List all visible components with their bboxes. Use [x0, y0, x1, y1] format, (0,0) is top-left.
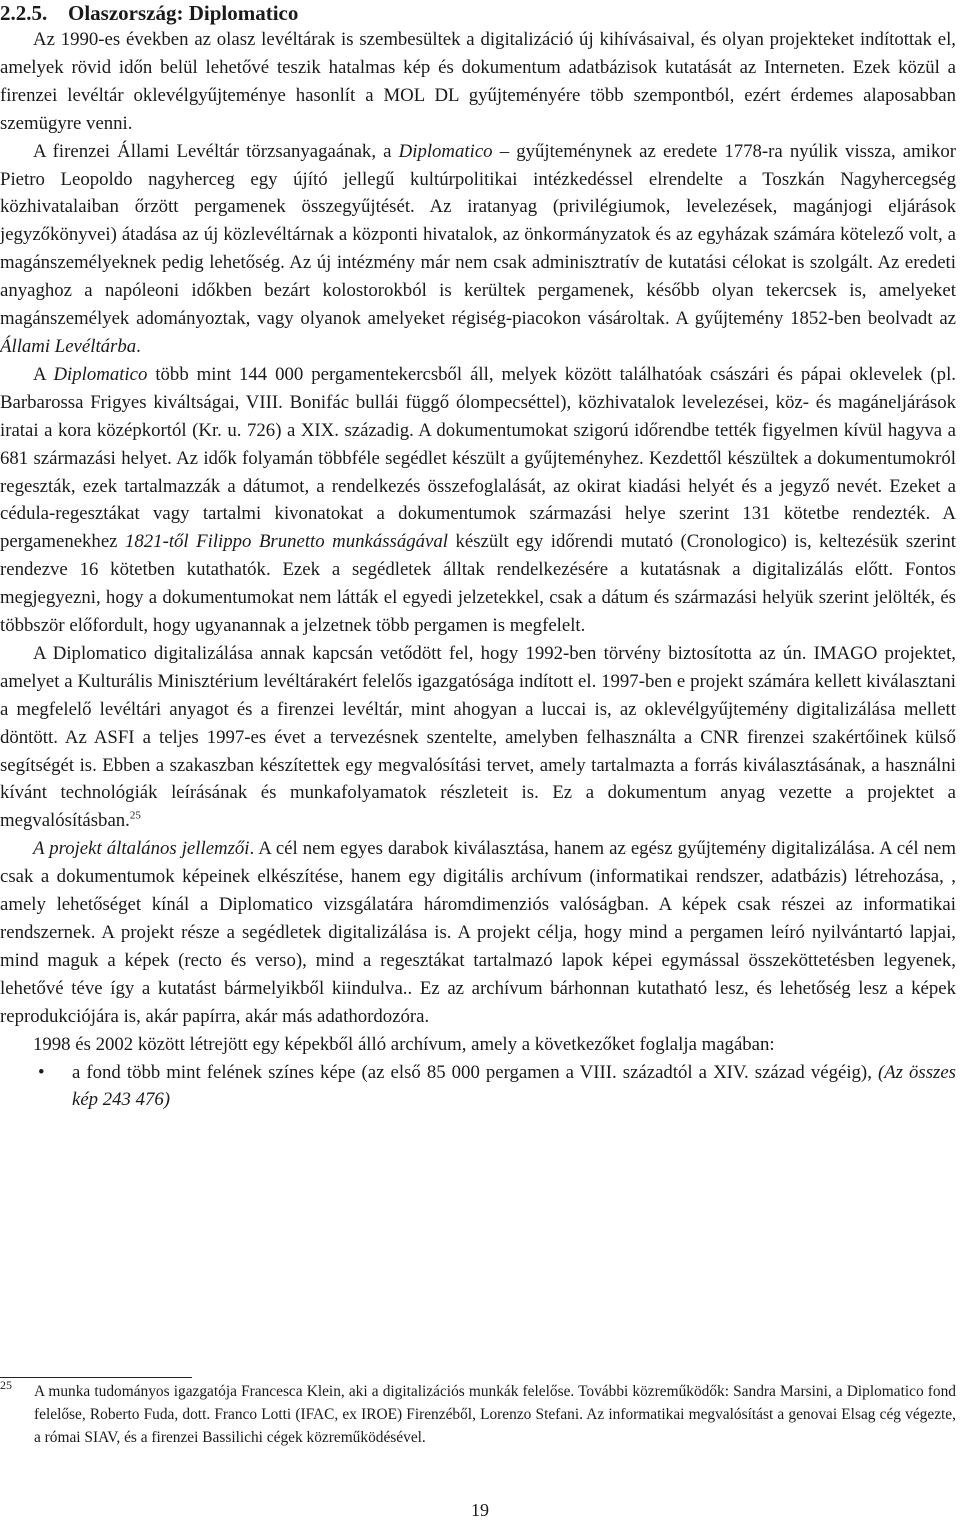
text-run: – gyűjteménynek az eredete 1778-ra nyúlik vissza, amikor Pietro Leopoldo nagyherceg egy újító jellegű kultúrpolitikai intézkedéssel elrendelte a Toszkán Nagyhercegség közhivatalaiban őrzött pergamenek összegyűjtését. Az iratanyag (privilégiumok, levelezések, magánjogi eljárások jegyzőkönyvei) átadása az új közlevéltárnak a központi hivatalok, az önkormányzatok és az egyházak számára kötelező volt, a magánszemélyeknek pedig lehetőség. Az új intézmény már nem csak adminisztratív de kutatási célokat is szolgált. Az eredeti anyaghoz a napóleoni időkben bezárt kolostorokból is kerültek pergamenek, később olyan tekercsek is, amelyeket magánszemélyek adományoztak, vagy olyanok amelyeket régiség-piacokon vásároltak. A gyűjtemény 1852-ben beolvadt az — [0, 140, 956, 330]
text-run: készült egy időrendi mutató (Cronologico) is, keltezésük szerint rendezve 16 kötetben kutathatók. Ezek a segédletek álltak rendelkezésére a kutatásnak a digitalizálás előtt. Fontos megjegyezni, hogy a dokumentumokat nem látták el egyedi jelzetekkel, csak a dátum és származási helyük szerint jelölték, és többször előfordult, hogy ugyanannak a jelzetnek több pergamen is megfelelt. — [0, 531, 956, 637]
paragraph-history — [0, 138, 956, 361]
italic-run: Diplomatico — [398, 140, 493, 162]
section-title: Olaszország: Diplomatico — [68, 1, 299, 25]
italic-run: 1821-től Filippo Brunetto munkásságával — [125, 531, 448, 553]
bullet-icon: • — [38, 1061, 45, 1083]
paragraph-archive: 1998 és 2002 között létrejött egy képekből álló archívum, amely a következőket foglalja magában: — [33, 1033, 775, 1055]
paragraph-project-features — [0, 835, 956, 1030]
italic-run: Állami Levéltárba — [0, 335, 137, 357]
body-text — [0, 26, 956, 1114]
text-run: . A cél nem egyes darabok kiválasztása, hanem az egész gyűjtemény digitalizálása. A cél nem csak a dokumentumok képeinek elkészítése, hanem egy digitális archívum (informatikai rendszer, adatbázis) létrehozása, , amely lehetőséget kínál a Diplomatico vizsgálatára háromdimenziós valóságban. A képek csak részei az informatikai rendszernek. A projekt része a segédletek digitalizálása is. A projekt célja, hogy mind a pergamen leíró nyilvántartó lapjai, mind maguk a képek (recto és verso), mind a regesztákat tartalmazó lapok képei egymással összeköttetésben legyenek, lehetővé téve így a kutatást bármelyikből kiindulva.. Ez az archívum bárhonnan kutatható lesz, és lehetőség lesz a képek reprodukciójára is, akár papírra, akár más adathordozóra. — [0, 838, 956, 1027]
text-run: több mint 144 000 pergamentekercsből áll, melyek között találhatóak császári és pápai oklevelek (pl. Barbarossa Frigyes kiváltságai, VIII. Bonifác bullái függő ólompecséttel), közhivatalok levelezései, köz- és magáneljárások iratai a kora középkortól (Kr. u. 726) a XIX. századig. A dokumentumokat szigorú időrendbe tették figyelmen kívül hagyva a 681 származási helyet. Az idők folyamán többféle segédlet készült a gyűjteményhez. Kezdettől készültek a dokumentumokról regeszták, ezek tartalmazzák a dátumot, a rendelkezés összefoglalását, az okirat kiadási helyét és a jegyző nevét. Ezeket a cédula-regesztákat vagy tartalmi kivonatokat a dokumentumok származási helye szerint 131 kötetbe rendezték. A pergamenekhez — [0, 363, 956, 553]
paragraph-collection — [0, 361, 956, 640]
footnote-text: A munka tudományos igazgatója Francesca Klein, aki a digitalizációs munkák felelőse. További közreműködők: Sandra Marsini, a Diplomatico fond felelőse, Roberto Fuda, dott. Franco Lotti (IFAC, ex IROE) Firenzéből, Lorenzo Stefani. Az informatikai megvalósítást a genovai Elsag cég végezte, a római SIAV, és a firenzei Bassilichi cégek közreműködésével. — [34, 1383, 956, 1446]
text-run: A — [33, 363, 54, 385]
italic-run: (Az összes kép 243 476) — [72, 1061, 956, 1111]
text-run: . — [136, 335, 141, 357]
page-number: 19 — [471, 1500, 489, 1520]
footnote-number: 25 — [0, 1378, 12, 1392]
text-run: a fond több mint felének színes képe (az első 85 000 pergamen a VIII. századtól a XIV. század végéig), — [72, 1061, 878, 1083]
footnote-ref[interactable]: 25 — [129, 810, 141, 823]
paragraph-digitization — [0, 640, 956, 835]
italic-run: A projekt általános jellemzői — [33, 838, 250, 860]
section-number: 2.2.5. — [0, 1, 48, 25]
footnote — [0, 1380, 956, 1449]
italic-run: Diplomatico — [53, 363, 148, 385]
paragraph-intro: Az 1990-es években az olasz levéltárak is szembesültek a digitalizáció új kihívásaival, és olyan projekteket indítottak el, amelyek rövid időn belül lehetővé teszik hatalmas kép és dokumentum adatbázisok kutatását az Interneten. Ezek közül a firenzei levéltár oklevélgyűjteménye hasonlít a MOL DL gyűjteményére több szempontból, ezért érdemes alaposabban szemügyre venni. — [0, 29, 956, 134]
section-heading — [0, 0, 298, 26]
text-run: A Diplomatico digitalizálása annak kapcsán vetődött fel, hogy 1992-ben törvény biztosította az ún. IMAGO projektet, amelyet a Kulturális Minisztérium levéltárakért felelős igazgatósága indított el. 1997-ben e projekt számára kellett kiválasztani a megfelelő levéltári anyagot és a firenzei levéltár, mint ahogyan a luccai is, az oklevélgyűjtemény digitalizálása mellett döntött. Az ASFI a teljes 1997-es évet a tervezésnek szentelte, amelyben felhasználta a CNR firenzei szakértőinek külső segítségét is. Ebben a szakaszban készítettek egy megvalósítási tervet, amely tartalmazta a forrás kiválasztásának, a használni kívánt technológiák leírásának és munkafolyamatok részleteit is. Ez a dokumentum anyag vezette a projektet a megvalósításban. — [0, 642, 956, 832]
footnote-divider — [0, 1377, 192, 1378]
text-run: A firenzei Állami Levéltár törzsanyagaának, a — [33, 140, 399, 162]
bullet-list — [0, 1059, 956, 1115]
list-item — [0, 1059, 956, 1115]
